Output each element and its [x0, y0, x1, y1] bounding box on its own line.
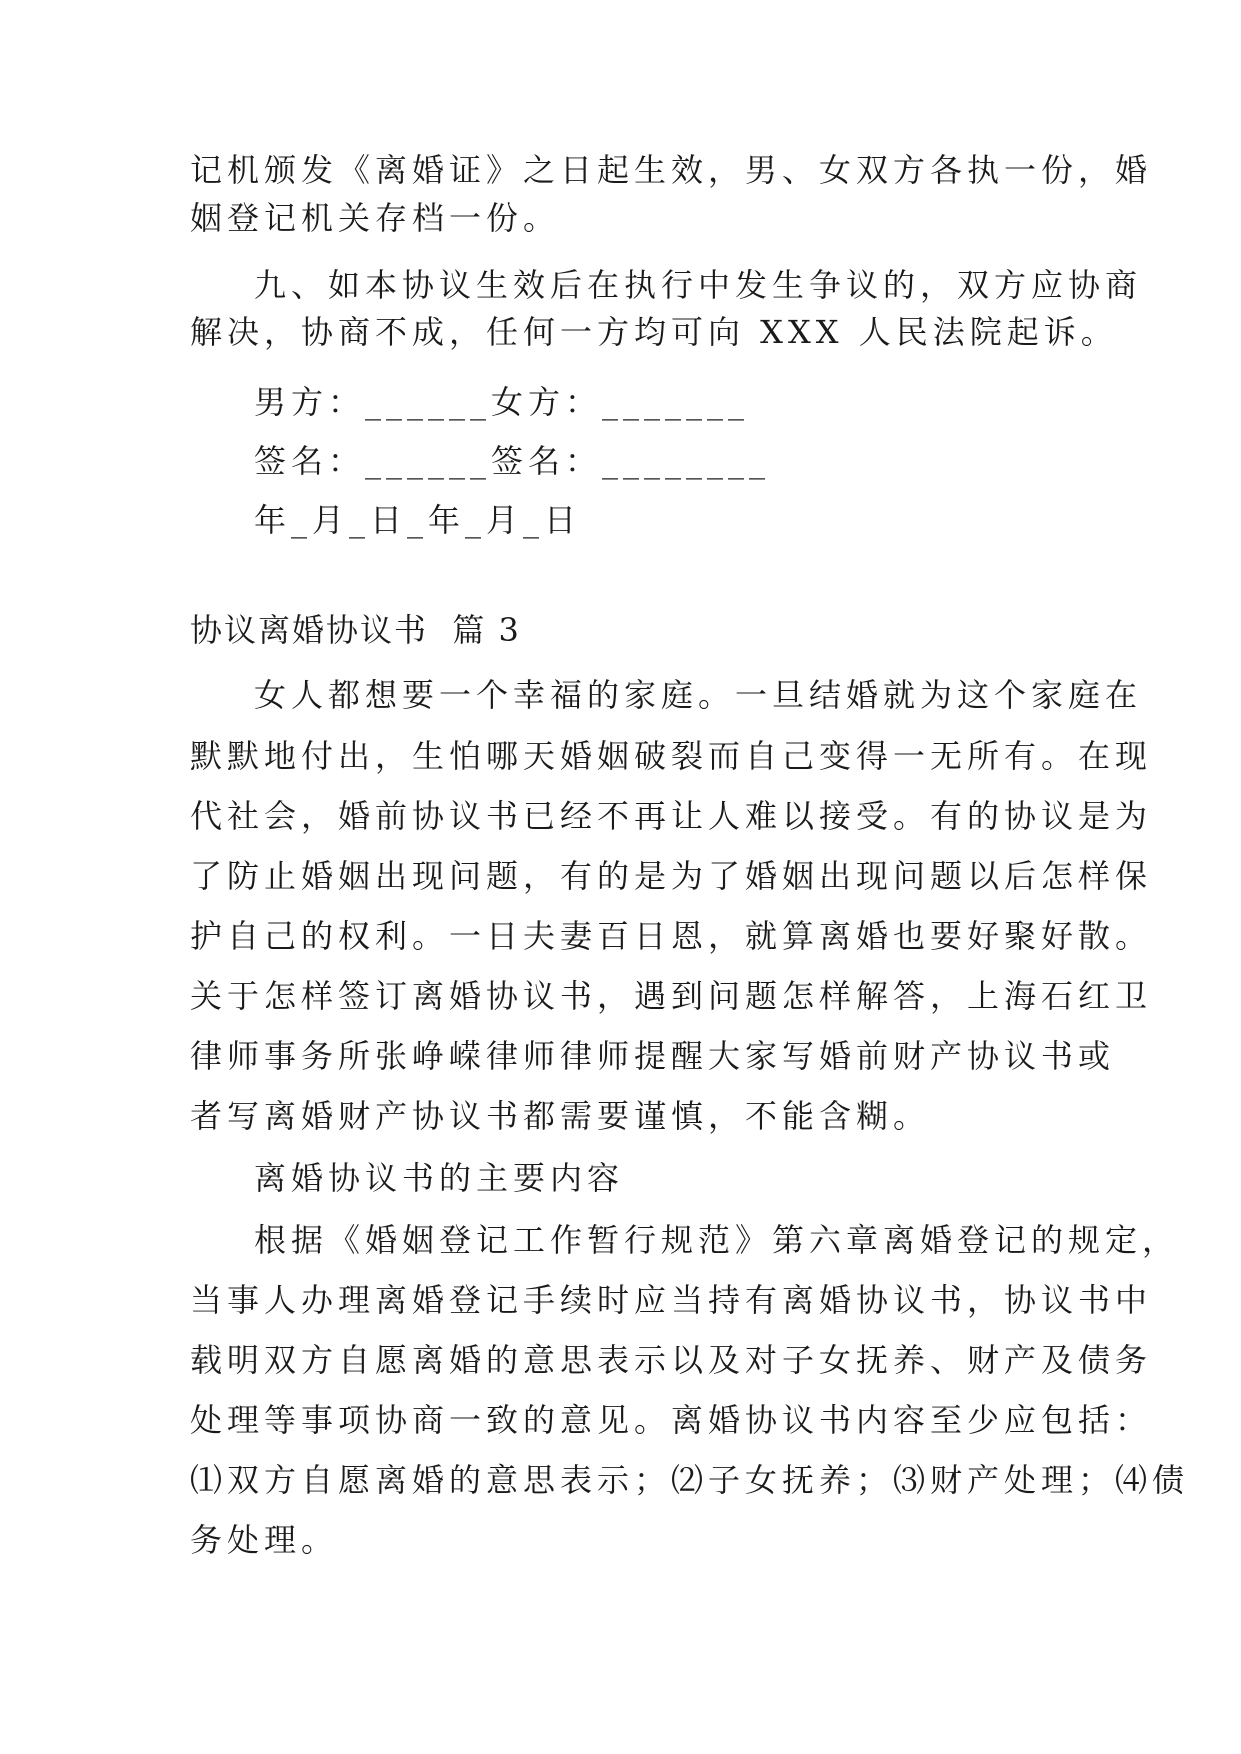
subsection-heading: 离婚协议书的主要内容 — [254, 1159, 625, 1197]
text-line: 护自己的权利。一日夫妻百日恩，就算离婚也要好聚好散。 — [190, 917, 1153, 955]
text-line: 律师事务所张峥嵘律师律师提醒大家写婚前财产协议书或 — [190, 1037, 1116, 1075]
text-line: 默默地付出，生怕哪天婚姻破裂而自己变得一无所有。在现 — [190, 737, 1153, 775]
text-line: 九、如本协议生效后在执行中发生争议的，双方应协商 — [254, 266, 1143, 304]
text-line: 女人都想要一个幸福的家庭。一旦结婚就为这个家庭在 — [254, 676, 1143, 714]
text-line: 根据《婚姻登记工作暂行规范》第六章离婚登记的规定， — [254, 1221, 1180, 1259]
section-heading: 协议离婚协议书 篇 3 — [190, 611, 521, 649]
text-line: 者写离婚财产协议书都需要谨慎，不能含糊。 — [190, 1097, 931, 1135]
text-line: 代社会，婚前协议书已经不再让人难以接受。有的协议是为 — [190, 797, 1153, 835]
text-line: ⑴双方自愿离婚的意思表示；⑵子女抚养；⑶财产处理；⑷债 — [190, 1461, 1190, 1499]
text-line: 了防止婚姻出现问题，有的是为了婚姻出现问题以后怎样保 — [190, 857, 1153, 895]
signature-line-sign: 签名：______签名：________ — [254, 442, 771, 480]
signature-line-party: 男方：______女方：_______ — [254, 383, 750, 421]
text-line: 姻登记机关存档一份。 — [190, 199, 561, 237]
text-line: 务处理。 — [190, 1521, 339, 1559]
text-line: 处理等事项协商一致的意见。离婚协议书内容至少应包括： — [190, 1401, 1153, 1439]
text-line: 当事人办理离婚登记手续时应当持有离婚协议书，协议书中 — [190, 1281, 1153, 1319]
text-line: 记机颁发《离婚证》之日起生效，男、女双方各执一份，婚 — [190, 151, 1153, 189]
text-line: 关于怎样签订离婚协议书，遇到问题怎样解答，上海石红卫 — [190, 977, 1153, 1015]
date-line: 年_月_日_年_月_日 — [254, 501, 582, 539]
text-line: 载明双方自愿离婚的意思表示以及对子女抚养、财产及债务 — [190, 1341, 1153, 1379]
text-line: 解决，协商不成，任何一方均可向 XXX 人民法院起诉。 — [190, 313, 1118, 351]
